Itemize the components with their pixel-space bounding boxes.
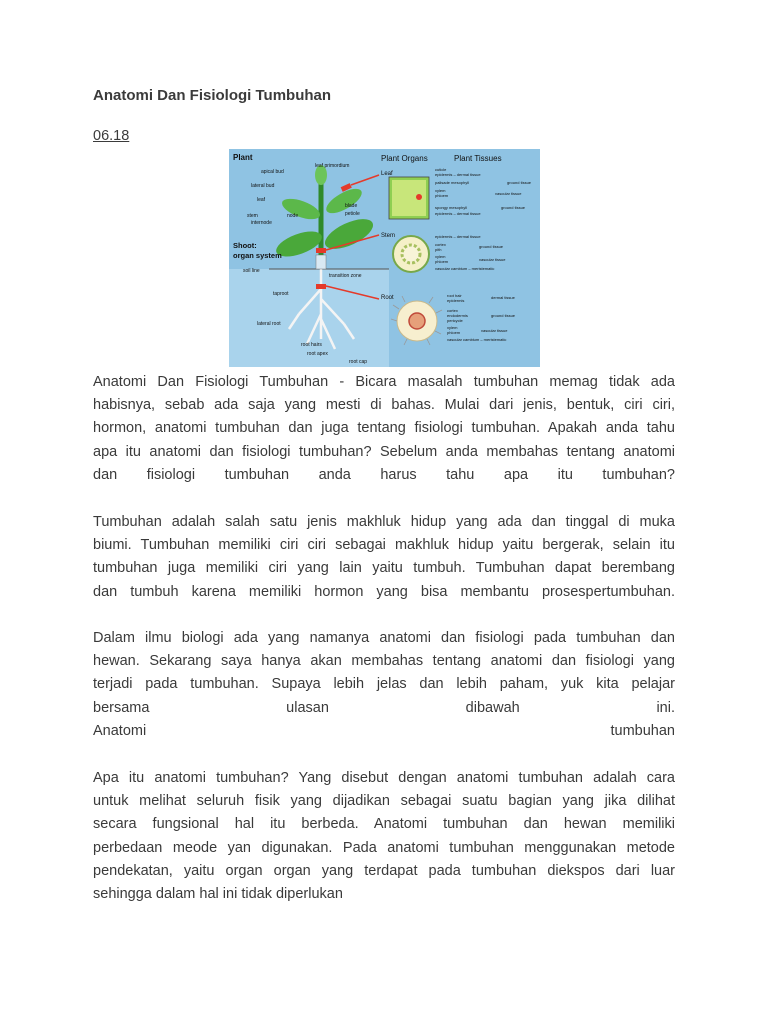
stem-tissue: phloem bbox=[435, 259, 449, 264]
document-title: Anatomi Dan Fisiologi Tumbuhan bbox=[93, 87, 332, 104]
text-line: hormon, anatomi tumbuhan dan juga tentang fisiologi tumbuhan. Apakah anda tahu bbox=[93, 420, 675, 437]
root-tissue: vascular cambium – meristematic bbox=[447, 337, 507, 342]
text-line: habisnya, sebab ada saja yang mesti di bahas. Mulai dari jenis, bentuk, ciri ciri, bbox=[93, 397, 675, 414]
text-line: sehingga dalam hal ini tidak diperlukan bbox=[93, 886, 343, 903]
organ-label-stem: Stem bbox=[381, 233, 396, 239]
leaf-tissue-group: vascular tissue bbox=[495, 191, 522, 196]
post-date-link[interactable]: 06.18 bbox=[93, 128, 130, 144]
label-blade: blade bbox=[345, 203, 358, 209]
label-root-hairs: root hairs bbox=[301, 342, 322, 348]
label-taproot: taproot bbox=[273, 291, 289, 297]
text-line: apa itu anatomi dan fisiologi tumbuhan? Sebelum anda membahas tentang anatomi bbox=[93, 443, 675, 460]
text-line: secara fungsional hal itu berbeda. Anatomi tumbuhan dan hewan memiliki bbox=[93, 816, 675, 833]
stem-tissue: cortex bbox=[435, 242, 446, 247]
leaf-tissue-group: ground tissue bbox=[507, 180, 532, 185]
label-organ-system: organ system bbox=[233, 251, 282, 260]
leaf-tissue: epidermis – dermal tissue bbox=[435, 211, 481, 216]
root-tissue: endodermis bbox=[447, 313, 468, 318]
text-line: hewan. Sekarang saya hanya akan membahas tentang anatomi dan fisiologi yang bbox=[93, 653, 675, 670]
label-root-cap: root cap bbox=[349, 359, 368, 365]
paragraph-3 bbox=[93, 627, 675, 743]
plant-diagram bbox=[229, 149, 540, 367]
stem-tissue: pith bbox=[435, 247, 442, 252]
label-stem: stem bbox=[247, 213, 258, 219]
label-lateral-bud: lateral bud bbox=[251, 183, 275, 189]
text-line: dan fisiologi tumbuhan anda harus tahu apa itu tumbuhan? bbox=[93, 466, 675, 483]
label-internode: internode bbox=[251, 220, 272, 226]
root-tissue-group: ground tissue bbox=[491, 313, 516, 318]
label-shoot: Shoot: bbox=[233, 241, 257, 250]
text-line: biumi. Tumbuhan memiliki ciri ciri sebagai makhluk hidup yaitu bergerak, selain itu bbox=[93, 537, 675, 554]
root-tissue-group: vascular tissue bbox=[481, 328, 508, 333]
figure-heading-plant: Plant bbox=[233, 153, 253, 162]
root-tissue: pericycle bbox=[447, 318, 463, 323]
leaf-tissue: cuticle bbox=[435, 167, 447, 172]
root-tissue: cortex bbox=[447, 308, 458, 313]
stem-tissue: vascular cambium – meristematic bbox=[435, 266, 495, 271]
paragraph-4 bbox=[93, 767, 675, 906]
leaf-tissue-group: ground tissue bbox=[501, 205, 526, 210]
label-leaf-primordium: leaf primordium bbox=[315, 163, 350, 169]
figure-heading-organs: Plant Organs bbox=[381, 154, 428, 163]
text-line: tumbuhan juga memiliki ciri yang lain yaitu tumbuh. Tumbuhan dapat berembang bbox=[93, 560, 675, 577]
leaf-tissue: xylem bbox=[435, 188, 446, 193]
text-line: Anatomi Dan Fisiologi Tumbuhan - Bicara masalah tumbuhan memag tidak ada bbox=[93, 374, 675, 390]
text-line: Apa itu anatomi tumbuhan? Yang disebut dengan anatomi tumbuhan adalah cara bbox=[93, 770, 675, 786]
stem-tissue: xylem bbox=[435, 254, 446, 259]
text-line: perbedaan meode yan digunakan. Pada anatomi tumbuhan menggunakan metode bbox=[93, 839, 675, 856]
root-tissue: phloem bbox=[447, 330, 461, 335]
text-line: bersama ulasan dibawah ini. bbox=[93, 699, 675, 716]
text-line: pendekatan, yaitu organ organ yang terdapat pada tumbuhan diekspos dari luar bbox=[93, 862, 675, 879]
text-line: dan tumbuh karena memiliki hormon yang bisa membantu prosespertumbuhan. bbox=[93, 583, 675, 600]
paragraph-1 bbox=[93, 371, 675, 487]
paragraph-2 bbox=[93, 511, 675, 604]
label-petiole: petiole bbox=[345, 211, 360, 217]
text-line: terjadi pada tumbuhan. Supaya lebih jelas dan lebih paham, yuk kita pelajar bbox=[93, 676, 675, 693]
label-transition-zone: transition zone bbox=[329, 273, 362, 279]
root-tissue: epidermis bbox=[447, 298, 465, 303]
root-tissue-group: dermal tissue bbox=[491, 295, 515, 300]
label-lateral-root: lateral root bbox=[257, 321, 281, 327]
leaf-tissue: palisade mesophyll bbox=[435, 180, 470, 185]
root-tissue: xylem bbox=[447, 325, 458, 330]
organ-label-root: Root bbox=[381, 295, 394, 301]
label-node: node bbox=[287, 213, 299, 219]
leaf-tissue: spongy mesophyll bbox=[435, 205, 468, 210]
stem-tissue-group: ground tissue bbox=[479, 244, 504, 249]
text-line: Tumbuhan adalah salah satu jenis makhluk hidup yang ada dan tinggal di muka bbox=[93, 514, 675, 530]
text-line: Dalam ilmu biologi ada yang namanya anatomi dan fisiologi pada tumbuhan dan bbox=[93, 630, 675, 646]
label-root-apex: root apex bbox=[307, 351, 328, 357]
label-apical-bud: apical bud bbox=[261, 169, 284, 175]
plant-anatomy-figure bbox=[229, 149, 540, 367]
organ-label-leaf: Leaf bbox=[381, 171, 393, 177]
stem-tissue: epidermis – dermal tissue bbox=[435, 234, 481, 239]
figure-heading-tissues: Plant Tissues bbox=[454, 154, 502, 163]
text-line: untuk melihat seluruh fisik yang dijadikan sebagai suatu bagian yang jika dilihat bbox=[93, 793, 675, 810]
section-heading-line: Anatomi tumbuhan bbox=[93, 722, 675, 739]
leaf-tissue: epidermis – dermal tissue bbox=[435, 172, 481, 177]
label-leaf: leaf bbox=[257, 197, 266, 203]
root-tissue: root hair bbox=[447, 293, 462, 298]
leaf-tissue: phloem bbox=[435, 193, 449, 198]
stem-tissue-group: vascular tissue bbox=[479, 257, 506, 262]
label-soil-line: soil line bbox=[243, 268, 260, 274]
